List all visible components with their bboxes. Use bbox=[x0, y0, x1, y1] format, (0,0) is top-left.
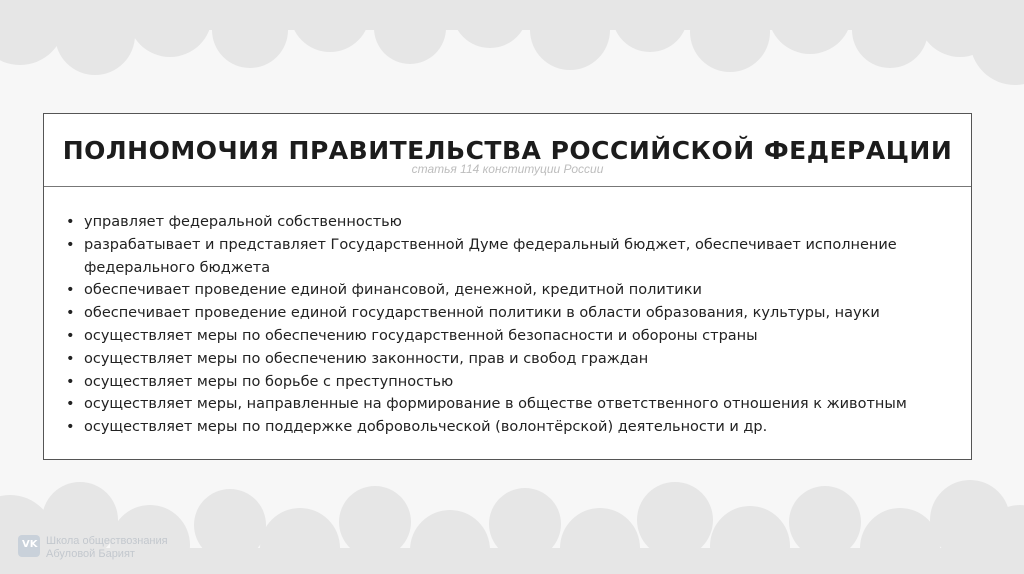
page-title: ПОЛНОМОЧИЯ ПРАВИТЕЛЬСТВА РОССИЙСКОЙ ФЕДЕРАЦИИ bbox=[62, 136, 953, 165]
bullet: • bbox=[66, 236, 75, 253]
bullet: • bbox=[66, 419, 75, 436]
list-item-text: разрабатывает и представляет Государственной Думе федеральный бюджет, обеспечивает исполнение федерального бюджета bbox=[84, 236, 897, 276]
list-item bbox=[64, 348, 959, 371]
list-item bbox=[64, 279, 959, 302]
list-item bbox=[64, 416, 959, 439]
bullet: • bbox=[66, 373, 75, 390]
list-item bbox=[64, 211, 959, 234]
list-item-text: осуществляет меры по борьбе с преступностью bbox=[84, 373, 454, 390]
bullet: • bbox=[66, 305, 75, 322]
powers-list bbox=[64, 211, 959, 439]
list-item bbox=[64, 234, 959, 280]
bullet: • bbox=[66, 214, 75, 230]
list-item-text: обеспечивает проведение единой государственной политики в области образования, культуры, науки bbox=[84, 305, 880, 322]
list-item-text: осуществляет меры по обеспечению государственной безопасности и обороны страны bbox=[84, 327, 758, 344]
list-item-text: осуществляет меры, направленные на формирование в обществе ответственного отношения к животным bbox=[84, 396, 907, 413]
list-item bbox=[64, 393, 959, 416]
panel-header bbox=[44, 114, 971, 187]
list-item bbox=[64, 325, 959, 348]
footer-line-2: Абуловой Барият bbox=[46, 548, 135, 560]
list-item-text: осуществляет меры по обеспечению законности, прав и свобод граждан bbox=[84, 350, 649, 367]
footer-watermark[interactable] bbox=[18, 533, 238, 563]
list-item-text: обеспечивает проведение единой финансовой, денежной, кредитной политики bbox=[84, 282, 702, 299]
vk-logo-text: VK bbox=[22, 539, 38, 550]
content-panel bbox=[43, 113, 972, 460]
bullet: • bbox=[66, 350, 75, 367]
list-item bbox=[64, 371, 959, 394]
list-item-text: управляет федеральной собственностью bbox=[84, 214, 402, 230]
bullet: • bbox=[66, 327, 75, 344]
vk-icon[interactable] bbox=[18, 535, 40, 557]
bullet: • bbox=[66, 396, 75, 413]
footer-line-1: Школа обществознания bbox=[46, 535, 168, 547]
bullet: • bbox=[66, 282, 75, 299]
list-item-text: осуществляет меры по поддержке добровольческой (волонтёрской) деятельности и др. bbox=[84, 419, 768, 436]
subtitle: статья 114 конституции России bbox=[411, 162, 604, 176]
list-item bbox=[64, 302, 959, 325]
